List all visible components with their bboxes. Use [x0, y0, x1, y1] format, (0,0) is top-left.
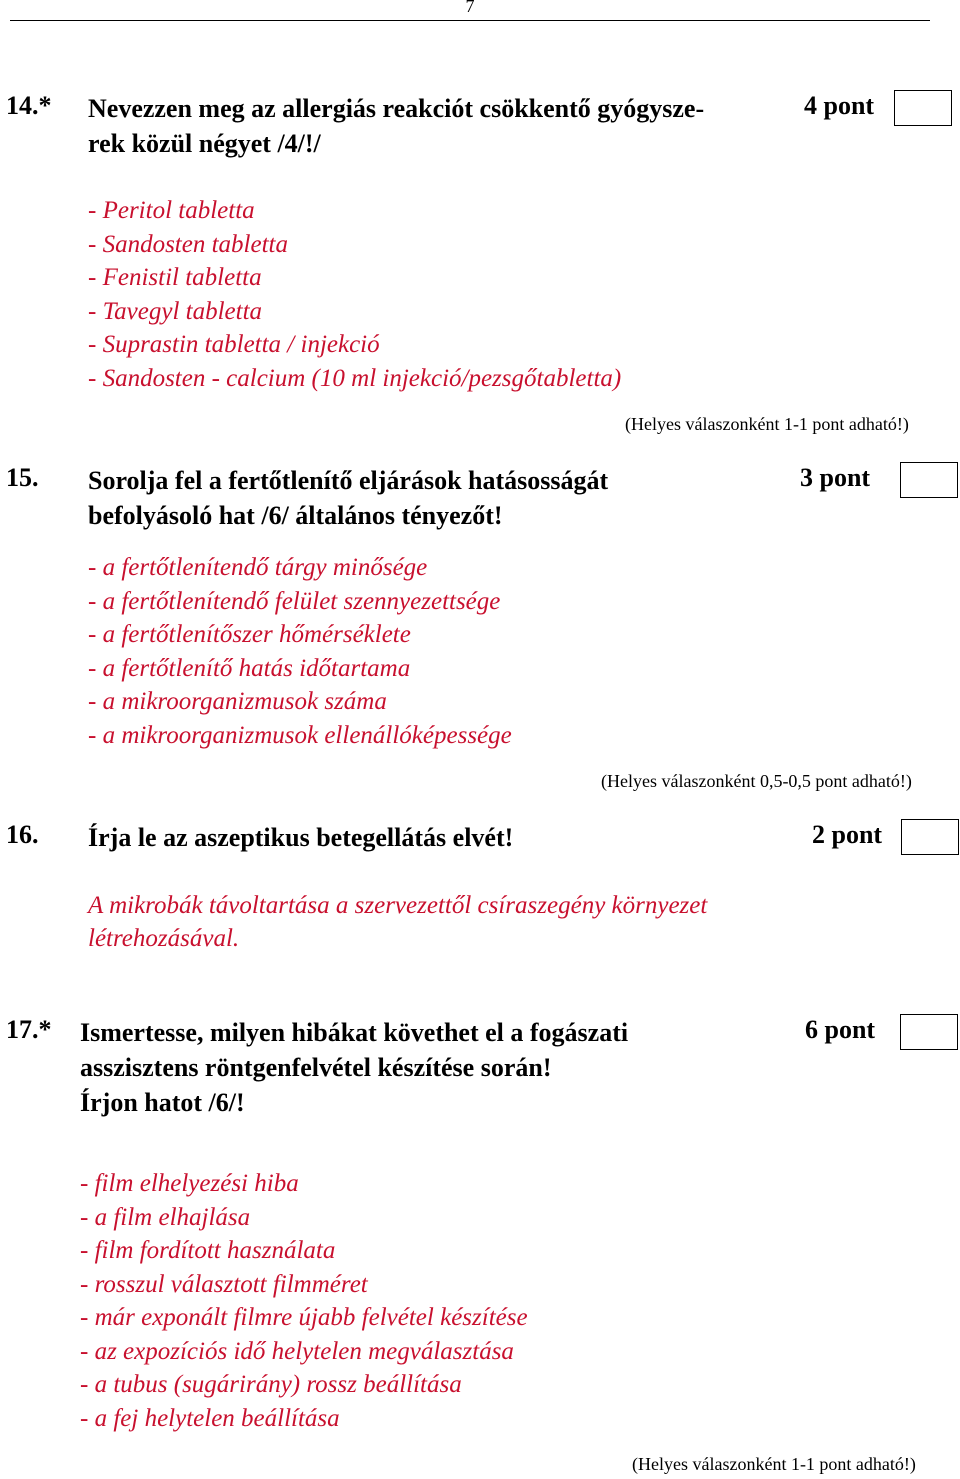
question-17-scoring-note: (Helyes válaszonként 1-1 pont adható!)	[632, 1454, 916, 1474]
question-17-number: 17.*	[6, 1015, 52, 1044]
question-15-text	[88, 463, 608, 533]
answer-item: - Fenistil tabletta	[88, 264, 262, 291]
question-15-score-box[interactable]	[900, 462, 958, 498]
answer-item: - az expozíciós idő helytelen megválasztása	[80, 1337, 514, 1365]
question-14-answers	[88, 194, 621, 395]
answer-item: - film fordított használata	[80, 1237, 336, 1264]
question-15-scoring-note: (Helyes válaszonként 0,5-0,5 pont adható!)	[601, 771, 912, 791]
question-14-number: 14.*	[6, 91, 52, 120]
answer-item: - a fej helytelen beállítása	[80, 1404, 340, 1432]
answer-item: - a mikroorganizmusok száma	[88, 688, 387, 715]
answer-item: - a mikroorganizmusok ellenállóképessége	[88, 721, 512, 749]
question-15-points: 3 pont	[800, 463, 871, 492]
question-17-score-box[interactable]	[900, 1014, 958, 1050]
question-line: Nevezzen meg az allergiás reakciót csökkentő gyógysze-	[88, 94, 705, 123]
question-14-text	[88, 91, 704, 161]
question-14-scoring-note: (Helyes válaszonként 1-1 pont adható!)	[625, 414, 909, 434]
question-17-answers	[80, 1167, 528, 1435]
question-16-score-box[interactable]	[901, 819, 959, 855]
question-line: asszisztens röntgenfelvétel készítése során!	[80, 1053, 552, 1082]
answer-item: - a fertőtlenítendő tárgy minősége	[88, 554, 428, 581]
answer-line: létrehozásával.	[88, 925, 240, 952]
question-15-answers	[88, 551, 512, 752]
answer-item: - Tavegyl tabletta	[88, 297, 263, 325]
question-16-points: 2 pont	[812, 820, 883, 849]
answer-item: - a film elhajlása	[80, 1203, 251, 1231]
answer-item: - film elhelyezési hiba	[80, 1170, 299, 1197]
question-line: Írja le az aszeptikus betegellátás elvét!	[88, 823, 514, 852]
question-line: befolyásoló hat /6/ általános tényezőt!	[88, 501, 503, 530]
question-line: rek közül négyet /4/!/	[88, 129, 321, 158]
answer-item: - már exponált filmre újabb felvétel készítése	[80, 1304, 528, 1331]
answer-item: - Peritol tabletta	[88, 197, 255, 224]
answer-item: - Sandosten - calcium (10 ml injekció/pezsgőtabletta)	[88, 364, 622, 392]
answer-item: - a fertőtlenítő hatás időtartama	[88, 654, 411, 682]
answer-item: - a fertőtlenítendő felület szennyezettsége	[88, 587, 501, 615]
question-line: Sorolja fel a fertőtlenítő eljárások hatásosságát	[88, 466, 609, 495]
question-16-number: 16.	[6, 820, 39, 849]
question-17-points: 6 pont	[805, 1015, 876, 1044]
header-rule	[10, 20, 930, 21]
page-number: 7	[465, 0, 475, 16]
question-17-text	[80, 1015, 628, 1120]
question-line: Írjon hatot /6/!	[80, 1088, 245, 1117]
answer-item: - rosszul választott filmméret	[80, 1270, 368, 1298]
question-16-answer	[88, 889, 707, 955]
answer-item: - Sandosten tabletta	[88, 230, 288, 258]
answer-item: - a fertőtlenítőszer hőmérséklete	[88, 621, 411, 648]
question-14-score-box[interactable]	[894, 90, 952, 126]
answer-item: - a tubus (sugárirány) rossz beállítása	[80, 1371, 462, 1398]
question-line: Ismertesse, milyen hibákat követhet el a fogászati	[80, 1018, 629, 1047]
answer-item: - Suprastin tabletta / injekció	[88, 331, 380, 358]
question-15-number: 15.	[6, 463, 39, 492]
question-14-points: 4 pont	[804, 91, 875, 120]
answer-line: A mikrobák távoltartása a szervezettől csíraszegény környezet	[88, 892, 708, 919]
question-16-text	[88, 820, 513, 855]
